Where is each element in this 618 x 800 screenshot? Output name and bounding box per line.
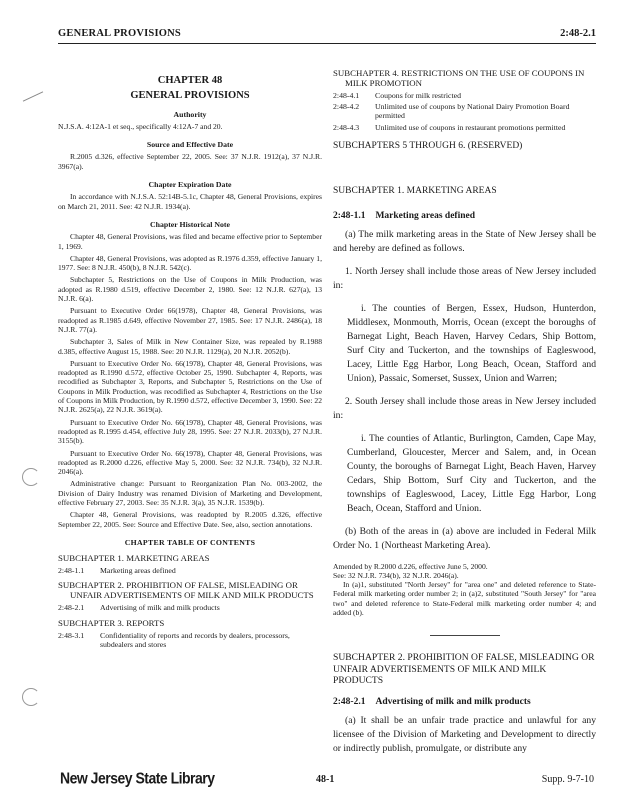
- expiration-text: In accordance with N.J.S.A. 52:14B-5.1c, Chapter 48, General Provisions, expires on March 21, 2011. See: 42 N.J.R. 1934(a).: [58, 192, 322, 211]
- running-header: [58, 28, 596, 44]
- toc-subchapter: SUBCHAPTER 2. PROHIBITION OF FALSE, MISLEADING OR UNFAIR ADVERTISEMENTS OF MILK AND MILK PRODUCTS: [58, 580, 314, 601]
- history-paragraph: Pursuant to Executive Order No. 66(1978), Chapter 48, General Provisions, was readopted as R.2000 d.226, effective May 5, 2000. See: 32 N.J.R. 734(b), 32 N.J.R. 2046(a).: [58, 448, 322, 477]
- source-text: R.2005 d.326, effective September 22, 2005. See: 37 N.J.R. 1912(a), 37 N.J.R. 3967(a).: [58, 152, 322, 171]
- toc-item-number: 2:48-2.1: [58, 603, 85, 613]
- history-paragraph: Chapter 48, General Provisions, was adopted as R.1976 d.359, effective January 1, 1977. See: 8 N.J.R. 450(b), 8 N.J.R. 542(c).: [58, 253, 322, 273]
- toc-title: CHAPTER TABLE OF CONTENTS: [124, 537, 256, 547]
- section-paragraph: (b) Both of the areas in (a) above are included in Federal Milk Order No. 1 (Northeast Marketing Area).: [333, 525, 596, 551]
- toc-item[interactable]: [333, 91, 596, 100]
- section-heading: [333, 211, 596, 221]
- section-paragraph: (a) The milk marketing areas in the State of New Jersey shall be and hereby are defined as follows.: [333, 228, 596, 254]
- history-paragraph: Subchapter 3, Sales of Milk in New Container Size, was repealed by R.1988 d.385, effective August 15, 1988. See: 20 N.J.R. 1129(a), 20 N.J.R. 2052(b).: [58, 337, 322, 356]
- section-title: Advertising of milk and milk products: [375, 696, 531, 707]
- section-title: Marketing areas defined: [375, 210, 476, 221]
- left-column: [58, 68, 322, 651]
- toc-item-number: 2:48-1.1: [58, 566, 85, 576]
- right-column: [333, 68, 596, 765]
- history-heading: Chapter Historical Note: [150, 219, 230, 229]
- section-paragraph: 1. North Jersey shall include those areas of New Jersey included in:: [333, 265, 596, 291]
- toc-subchapter: SUBCHAPTER 4. RESTRICTIONS ON THE USE OF COUPONS IN MILK PROMOTION: [333, 68, 585, 88]
- history-paragraph: Pursuant to Executive Order No. 66(1978), Chapter 48, General Provisions, was readopted as R.1995 d.454, effective July 28, 1995. See: 27 N.J.R. 2033(b), 27 N.J.R. 3155(b).: [58, 417, 322, 446]
- amendment-line: In (a)1, substituted "North Jersey" for "area one" and deleted reference to State-Federal milk marketing order number 2; in (a)2, substituted "South Jersey" for "area two" and deleted reference to State-Federal milk marketing order number 4; and added (b).: [333, 580, 596, 617]
- toc-item-title: Confidentiality of reports and records by dealers, processors, subdealers and stores: [100, 630, 290, 649]
- toc-item-number: 2:48-4.2: [333, 102, 360, 112]
- subchapter-2-heading: SUBCHAPTER 2. PROHIBITION OF FALSE, MISLEADING OR UNFAIR ADVERTISEMENTS OF MILK AND MILK PRODUCTS: [333, 652, 595, 687]
- section-paragraph: (a) It shall be an unfair trade practice and unlawful for any licensee of the Division of Marketing and Development to directly or indirectly publish, promulgate, or distribute any: [333, 714, 596, 754]
- history-paragraph: Chapter 48, General Provisions, was readopted by R.2005 d.326, effective September 22, 2005. See: Source and Effective Date. See, also, section annotations.: [58, 510, 322, 529]
- toc-subchapter: SUBCHAPTER 3. REPORTS: [58, 617, 165, 628]
- authority-heading: Authority: [173, 109, 207, 119]
- history-paragraph: Chapter 48, General Provisions, was filed and became effective prior to September 1, 1969.: [58, 232, 322, 251]
- toc-item-title: Unlimited use of coupons in restaurant promotions permitted: [375, 122, 566, 132]
- reserved-subchapters: SUBCHAPTERS 5 THROUGH 6. (RESERVED): [333, 140, 523, 151]
- toc-item-number: 2:48-4.3: [333, 122, 360, 132]
- library-stamp: New Jersey State Library: [60, 768, 215, 788]
- history-paragraph: Pursuant to Executive Order 66(1978), Chapter 48, General Provisions, was readopted as R.1985 d.649, effective November 27, 1985. See: 17 N.J.R. 2486(a), 18 N.J.R. 77(a).: [58, 306, 322, 334]
- section-number: 2:48-2.1: [333, 696, 366, 707]
- chapter-number: CHAPTER 48: [157, 75, 223, 86]
- toc-item-number: 2:48-3.1: [58, 630, 85, 640]
- toc-item-title: Marketing areas defined: [100, 566, 176, 576]
- history-paragraph: Administrative change: Pursuant to Reorganization Plan No. 003-2002, the Division of Dairy Industry was renamed Division of Marketing and Development, effective February 27, 2003. See: 35 N.J.R. 3(a), 35 N.J.R. 1539(b).: [58, 479, 322, 507]
- source-heading: Source and Effective Date: [146, 140, 234, 150]
- header-title: GENERAL PROVISIONS: [58, 28, 181, 39]
- amendment-line: See: 32 N.J.R. 734(b), 32 N.J.R. 2046(a).: [333, 571, 459, 581]
- toc-item-title: Advertising of milk and milk products: [100, 603, 220, 613]
- section-heading: [333, 697, 596, 707]
- toc-item[interactable]: [58, 603, 322, 612]
- toc-item[interactable]: [333, 123, 596, 132]
- section-paragraph: 2. South Jersey shall include those areas in New Jersey included in:: [333, 395, 596, 421]
- toc-item-number: 2:48-4.1: [333, 91, 360, 100]
- subchapter-1-heading: SUBCHAPTER 1. MARKETING AREAS: [333, 185, 497, 196]
- authority-text: N.J.S.A. 4:12A-1 et seq., specifically 4:12A-7 and 20.: [58, 121, 223, 131]
- supplement-date: Supp. 9-7-10: [541, 774, 594, 785]
- section-subparagraph: i. The counties of Atlantic, Burlington, Camden, Cape May, Cumberland, Gloucester, Mercer and Salem, and, in Ocean County, the boroughs of Barnegat Light, Beach Haven, Harvey Cedars, Ship Bottom, Surf City and Tuckerton, and the townships of Eagleswood, Lacey, Little Egg Harbor, Long Beach, Ocean, Stafford and Union.: [347, 432, 596, 514]
- toc-item-title: Unlimited use of coupons by National Dairy Promotion Board permitted: [375, 102, 570, 121]
- history-paragraph: Subchapter 5, Restrictions on the Use of Coupons in Milk Production, was adopted as R.1980 d.519, effective December 2, 1980. See: 12 N.J.R. 627(a), 13 N.J.R. 6(a).: [58, 275, 322, 304]
- section-subparagraph: i. The counties of Bergen, Essex, Hudson, Hunterdon, Middlesex, Monmouth, Morris, Ocean (except the boroughs of Barnegat Light, Beach Haven, Harvey Cedars, Ship Bottom, Surf City and Tuckerton, and the townships of Eagleswood, Lacey, Little Egg Harbor, Long Beach, Ocean, Stafford and Union), Passaic, Somerset, Sussex, Union and Warren;: [347, 302, 596, 384]
- toc-subchapter: SUBCHAPTER 1. MARKETING AREAS: [58, 553, 210, 564]
- margin-mark: [23, 91, 43, 101]
- page-number: 48-1: [316, 774, 335, 785]
- expiration-heading: Chapter Expiration Date: [148, 180, 232, 190]
- punch-hole-mark: [22, 468, 40, 486]
- toc-item[interactable]: [58, 631, 322, 649]
- header-section-number: 2:48-2.1: [560, 28, 596, 39]
- toc-item-title: Coupons for milk restricted: [375, 91, 461, 100]
- punch-hole-mark: [22, 688, 40, 706]
- amendment-line: Amended by R.2000 d.226, effective June 5, 2000.: [333, 561, 488, 571]
- section-number: 2:48-1.1: [333, 210, 366, 221]
- divider: [430, 635, 500, 636]
- amendment-note: [333, 562, 596, 617]
- history-paragraph: Pursuant to Executive Order No. 66(1978), Chapter 48, General Provisions, was readopted as R.1990 d.572, effective October 25, 1990. Subchapter 4, Reports, was recodified as Subchapter 3, Reports, and Subchapter 5, Restrictions on the Use of Coupons in Milk Production, was recodified as Subchapter 4, Restrictions on the Use of Coupons in Milk Production, by R.1990 d.572, effective December 3, 1990. See: 22 N.J.R. 2625(a), 22 N.J.R. 3619(a).: [58, 358, 322, 415]
- toc-item[interactable]: [333, 102, 596, 120]
- chapter-name: GENERAL PROVISIONS: [130, 90, 250, 102]
- toc-item[interactable]: [58, 566, 322, 575]
